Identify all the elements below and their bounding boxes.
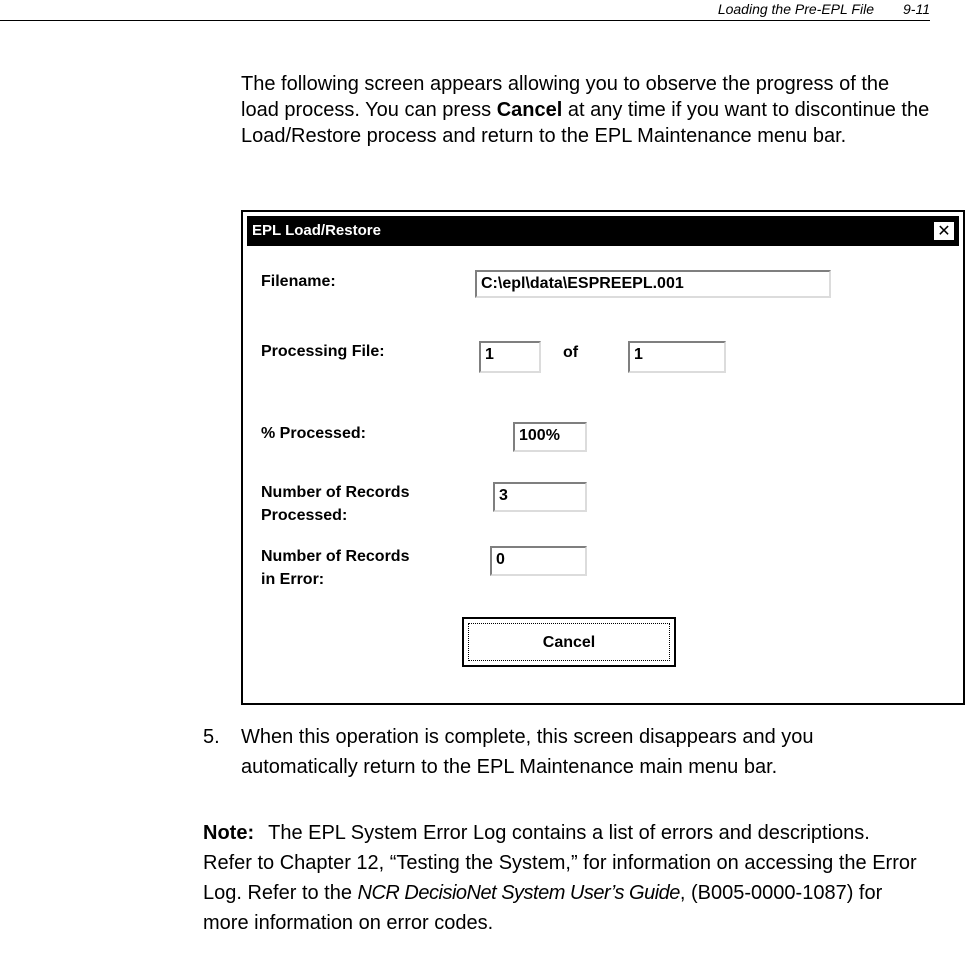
filename-field[interactable]: C:\epl\data\ESPREEPL.001 [475, 270, 831, 298]
total-files-field[interactable]: 1 [628, 341, 726, 373]
note-label: Note: [203, 822, 255, 844]
filename-label: Filename: [261, 273, 336, 290]
note-text-1: The EPL System Error Log contains a list of errors and descriptions. Refer to Chapter 12, “Testing the System,” for information on accessing the Error Log. Refer to the [203, 822, 917, 904]
dialog-title-bar [247, 216, 959, 246]
cancel-button[interactable] [462, 617, 676, 667]
percent-processed-label: % Processed: [261, 425, 366, 442]
records-error-field[interactable]: 0 [490, 546, 587, 576]
intro-paragraph [241, 71, 931, 149]
processing-file-field[interactable]: 1 [479, 341, 541, 373]
note-paragraph [203, 818, 923, 938]
records-processed-field[interactable]: 3 [493, 482, 587, 512]
intro-text-1: The following screen appears allowing you to observe the progress of the load process. You can press [241, 73, 890, 121]
processing-file-label: Processing File: [261, 343, 385, 360]
cancel-button-label: Cancel [468, 623, 670, 661]
running-header-title: Loading the Pre-EPL File [717, 1, 874, 17]
intro-text-2: at any time if you want to discontinue the Load/Restore process and return to the EPL Maintenance menu bar. [241, 99, 930, 147]
guide-title: NCR DecisioNet System User’s Guide [357, 882, 680, 904]
of-label: of [563, 344, 579, 361]
intro-cancel-keyword: Cancel [496, 99, 563, 121]
dialog-title: EPL Load/Restore [252, 222, 381, 239]
page-number: 9-11 [903, 1, 930, 17]
close-icon[interactable]: ✕ [934, 222, 954, 240]
records-processed-label-2: Processed: [261, 507, 348, 524]
step-number: 5. [203, 726, 220, 748]
note-text-2: , (B005-0000-1087) for more information on error codes. [203, 882, 883, 934]
step-text: When this operation is complete, this screen disappears and you automatically return to the EPL Maintenance main menu bar. [241, 726, 814, 778]
records-error-label-1: Number of Records [261, 548, 410, 565]
records-error-label-2: in Error: [261, 571, 325, 588]
records-processed-label-1: Number of Records [261, 484, 410, 501]
epl-load-restore-dialog [241, 210, 965, 705]
percent-processed-field[interactable]: 100% [513, 422, 587, 452]
running-header [0, 0, 930, 21]
